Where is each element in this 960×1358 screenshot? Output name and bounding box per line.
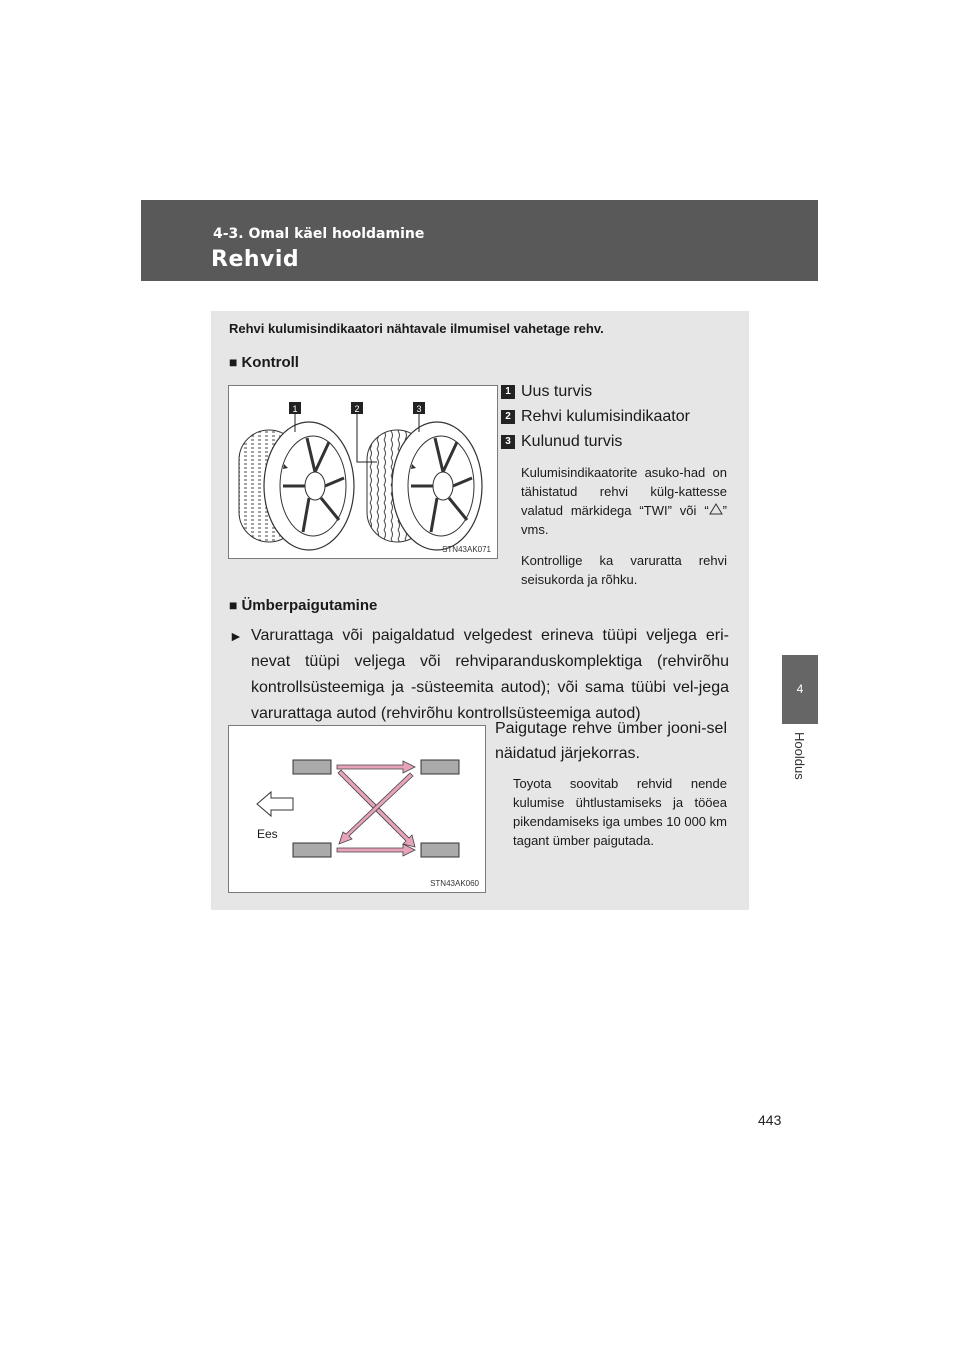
intro-text: Rehvi kulumisindikaatori nähtavale ilmumisel vahetage rehv. [229, 321, 604, 336]
triangle-bullet-icon: ► [229, 628, 243, 644]
tire-rear-left [293, 843, 331, 857]
worn-tire-drawing [367, 422, 482, 550]
rotation-bullet-text: Varurattaga või paigaldatud velgedest erineva tüüpi veljega eri-nevat tüüpi veljega või rehviparanduskomplektiga (rehvirõhu kontrollsüsteemiga ja -süsteemita autod); või sama tüübi vel-jega varurattaga autod (rehvirõhu kontrollsüsteemiga autod) [251, 627, 729, 722]
kontroll-heading [229, 354, 299, 371]
twi-note-end: ” vms. [521, 503, 727, 537]
rotation-heading-label: Ümberpaigutamine [241, 597, 378, 614]
legend-text-3: Kulunud turvis [521, 433, 623, 450]
twi-note-text: Kulumisindikaatorite asuko-had on tähistatud rehvi külg-kattesse valatud märkidega “TWI” või “ [521, 465, 727, 518]
chapter-tab-label: Hooldus [792, 732, 807, 780]
svg-text:2: 2 [354, 404, 360, 414]
chapter-header [141, 200, 818, 281]
legend-text-1: Uus turvis [521, 383, 593, 400]
chapter-tab-number: 4 [782, 655, 818, 724]
kontroll-heading-label: Kontroll [241, 354, 299, 371]
tire-front-left [293, 760, 331, 774]
tire-rear-right [421, 843, 459, 857]
figure-code: STN43AK071 [442, 545, 491, 554]
rotation-arrows [337, 761, 415, 856]
tire-wear-illustration [229, 386, 497, 558]
tire-rotation-figure [228, 725, 486, 893]
front-label: Ees [257, 827, 278, 841]
svg-text:1: 1 [292, 404, 298, 414]
new-tire-drawing [239, 422, 354, 550]
content-panel [211, 311, 749, 910]
rotation-heading [229, 597, 377, 614]
page-number: 443 [758, 1112, 782, 1128]
twi-note [521, 463, 727, 539]
triangle-mark-icon [709, 501, 723, 520]
page-title: Rehvid [211, 247, 300, 272]
legend-item-3 [501, 433, 622, 451]
badge-1: 1 [501, 385, 515, 399]
tire-front-right [421, 760, 459, 774]
legend-item-2 [501, 408, 690, 426]
square-bullet-icon: ■ [229, 597, 238, 613]
rotation-note: Toyota soovitab rehvid nende kulumise ühtlustamiseks ja tööea pikendamiseks iga umbes 10 000 km tagant ümber paigutada. [513, 776, 727, 848]
legend-item-1 [501, 383, 592, 401]
tire-rotation-diagram [229, 726, 485, 892]
spare-tire-note: Kontrollige ka varuratta rehvi seisukorda ja rõhku. [521, 553, 727, 587]
front-direction-arrow [257, 792, 293, 816]
rotation-bullet [229, 623, 729, 727]
tire-wear-figure [228, 385, 498, 559]
square-bullet-icon: ■ [229, 354, 238, 370]
figure-code: STN43AK060 [430, 879, 479, 888]
badge-3: 3 [501, 435, 515, 449]
section-label: 4-3. Omal käel hooldamine [213, 226, 425, 242]
badge-2: 2 [501, 410, 515, 424]
svg-text:3: 3 [416, 404, 422, 414]
legend-text-2: Rehvi kulumisindikaator [521, 408, 690, 425]
rotation-instruction: Paigutage rehve ümber jooni-sel näidatud järjekorras. [495, 720, 727, 762]
